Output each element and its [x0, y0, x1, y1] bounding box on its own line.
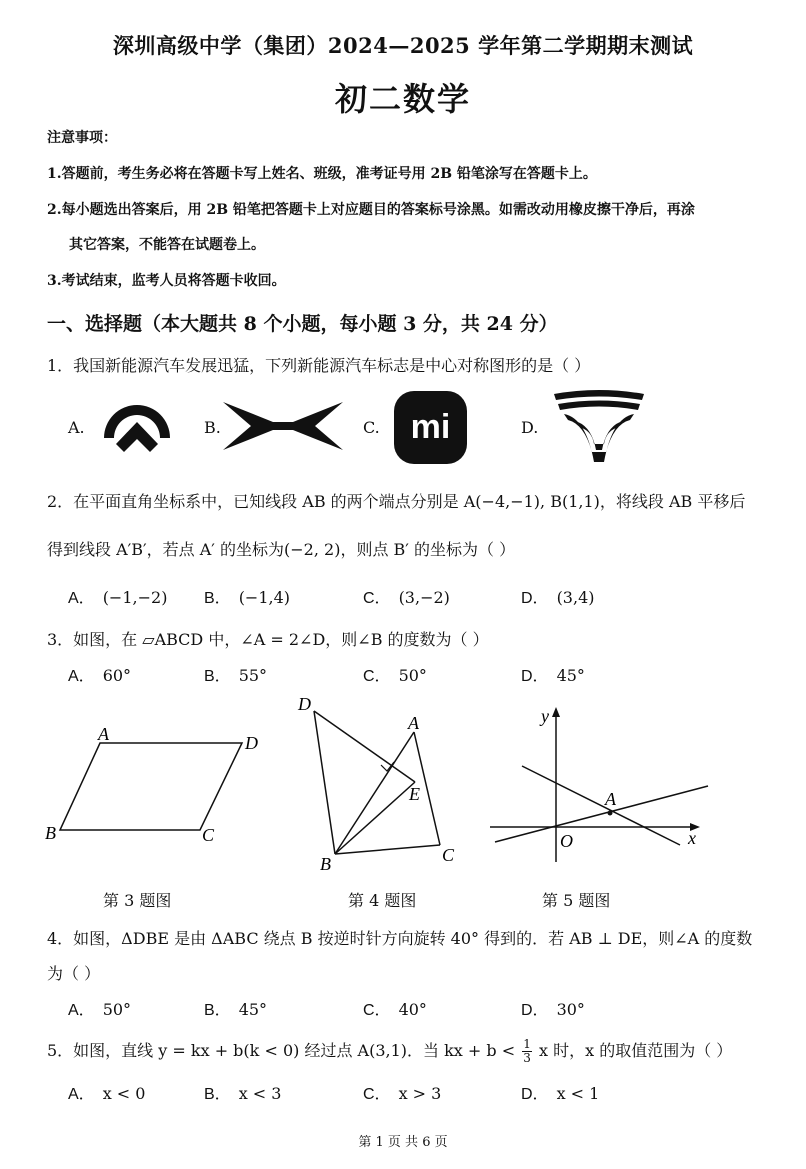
q3-option-c-label: C． [363, 668, 391, 685]
q2-option-d-text: (3,4) [556, 588, 595, 607]
q5-fraction-denominator: 3 [523, 1051, 531, 1065]
q3-option-a [68, 663, 131, 686]
q5-option-a-text: x < 0 [102, 1084, 146, 1103]
figure-4-triangles [290, 692, 470, 872]
fig5-caption: 第 5 题图 [542, 891, 611, 910]
q4-option-a-text: 50° [102, 1000, 132, 1019]
q3-option-d-text: 45° [556, 666, 585, 685]
figure-3-parallelogram [40, 718, 270, 848]
q4-option-b [204, 997, 267, 1020]
fig4-label-d: D [298, 694, 311, 714]
q5-option-d-label: D． [521, 1086, 549, 1103]
q3-option-a-label: A． [68, 668, 95, 685]
q2-option-c [363, 585, 450, 608]
q1-option-c-label: C. [363, 418, 380, 437]
q5-option-b [204, 1081, 281, 1104]
exam-title: 深圳高级中学（集团）2024—2025 学年第二学期期末测试 [112, 33, 694, 58]
q5-stem-part-1: 5．如图，直线 y = kx + b(k < 0) 经过点 A(3,1)．当 kx + b < [47, 1041, 516, 1060]
fig3-caption: 第 3 题图 [103, 891, 172, 910]
q2-option-d-label: D． [521, 590, 549, 607]
q5-stem-part-2: x 时，x 的取值范围为（ ） [538, 1041, 733, 1060]
question-2-line-2: 得到线段 A′B′，若点 A′ 的坐标为(−2, 2)，则点 B′ 的坐标为（ ） [47, 540, 516, 559]
fig4-label-b: B [320, 854, 331, 872]
note-item-3: 3.考试结束，监考人员将答题卡收回。 [47, 273, 286, 289]
q4-option-b-text: 45° [238, 1000, 268, 1019]
fig4-label-c: C [442, 845, 455, 865]
question-5-stem [47, 1038, 732, 1065]
q5-fraction [522, 1038, 532, 1065]
q2-option-a-label: A． [68, 590, 95, 607]
subject-title: 初二数学 [334, 80, 471, 118]
q3-option-b-text: 55° [238, 666, 268, 685]
fig3-label-c: C [202, 825, 215, 845]
q4-option-d [521, 997, 585, 1020]
fig3-label-b: B [45, 823, 56, 843]
q5-option-d-text: x < 1 [556, 1084, 600, 1103]
fig3-label-d: D [245, 733, 258, 753]
fig3-label-a: A [98, 724, 109, 744]
figure-5-coordinate-graph [490, 702, 710, 867]
nio-logo [98, 392, 176, 464]
trumpchi-logo [552, 388, 646, 466]
fig5-label-x: x [688, 828, 696, 848]
fig4-label-a: A [408, 713, 419, 733]
q2-option-b-text: (−1,4) [238, 588, 291, 607]
q4-option-a [68, 997, 131, 1020]
fig5-label-y: y [541, 706, 549, 726]
q4-option-c [363, 997, 427, 1020]
q4-option-c-text: 40° [398, 1000, 427, 1019]
q1-option-b-label: B. [204, 418, 221, 437]
q3-option-b [204, 663, 267, 686]
note-item-2: 2.每小题选出答案后，用 2B 铅笔把答题卡上对应题目的答案标号涂黑。如需改动用橡皮擦干净后，再涂 [47, 202, 695, 218]
q5-fraction-numerator: 1 [523, 1037, 531, 1051]
q5-option-c-label: C． [363, 1086, 391, 1103]
page-footer: 第 1 页 共 6 页 [358, 1135, 448, 1150]
q2-option-a-text: (−1,−2) [102, 588, 168, 607]
question-4-line-2: 为（ ） [47, 964, 101, 983]
note-item-1: 1.答题前，考生务必将在答题卡写上姓名、班级，准考证号用 2B 铅笔涂写在答题卡上。 [47, 166, 597, 182]
q4-option-d-label: D． [521, 1002, 549, 1019]
q4-option-d-text: 30° [556, 1000, 585, 1019]
question-2-line-1: 2．在平面直角坐标系中，已知线段 AB 的两个端点分别是 A(−4,−1), B(1,1)，将线段 AB 平移后 [47, 492, 746, 511]
q1-option-a-label: A. [68, 418, 85, 437]
question-1-stem: 1．我国新能源汽车发展迅猛，下列新能源汽车标志是中心对称图形的是（ ） [47, 356, 591, 375]
q5-option-a-label: A． [68, 1086, 95, 1103]
q5-option-c-text: x > 3 [398, 1084, 442, 1103]
leapmotor-logo [221, 400, 345, 452]
section-heading: 一、选择题（本大题共 8 个小题，每小题 3 分，共 24 分） [47, 313, 558, 335]
q4-option-c-label: C． [363, 1002, 391, 1019]
q3-option-a-text: 60° [102, 666, 132, 685]
q4-option-a-label: A． [68, 1002, 95, 1019]
xiaomi-logo-text: mi [410, 408, 451, 446]
fig4-label-e: E [409, 784, 420, 804]
q5-option-b-label: B． [204, 1086, 231, 1103]
q5-option-a [68, 1081, 145, 1104]
q2-option-b [204, 585, 290, 608]
fig4-caption: 第 4 题图 [348, 891, 417, 910]
q5-option-b-text: x < 3 [238, 1084, 282, 1103]
q3-option-d [521, 663, 585, 686]
fig5-label-o: O [560, 831, 573, 851]
q4-option-b-label: B． [204, 1002, 231, 1019]
q3-option-b-label: B． [204, 668, 231, 685]
xiaomi-logo [394, 391, 467, 464]
fig5-label-a: A [605, 789, 616, 809]
q3-option-c-text: 50° [398, 666, 427, 685]
q1-option-d-label: D. [521, 418, 539, 437]
q2-option-b-label: B． [204, 590, 231, 607]
note-item-2-cont: 其它答案，不能答在试题卷上。 [69, 237, 265, 253]
q5-option-c [363, 1081, 441, 1104]
question-3-stem: 3．如图，在 ▱ABCD 中，∠A = 2∠D，则∠B 的度数为（ ） [47, 630, 489, 649]
q2-option-c-text: (3,−2) [398, 588, 450, 607]
question-4-line-1: 4．如图，ΔDBE 是由 ΔABC 绕点 B 按逆时针方向旋转 40° 得到的．若 AB ⊥ DE，则∠A 的度数 [47, 929, 753, 948]
q2-option-a [68, 585, 167, 608]
q2-option-c-label: C． [363, 590, 391, 607]
q3-option-c [363, 663, 427, 686]
q3-option-d-label: D． [521, 668, 549, 685]
q2-option-d [521, 585, 595, 608]
q5-option-d [521, 1081, 599, 1104]
notes-heading: 注意事项： [47, 130, 117, 146]
